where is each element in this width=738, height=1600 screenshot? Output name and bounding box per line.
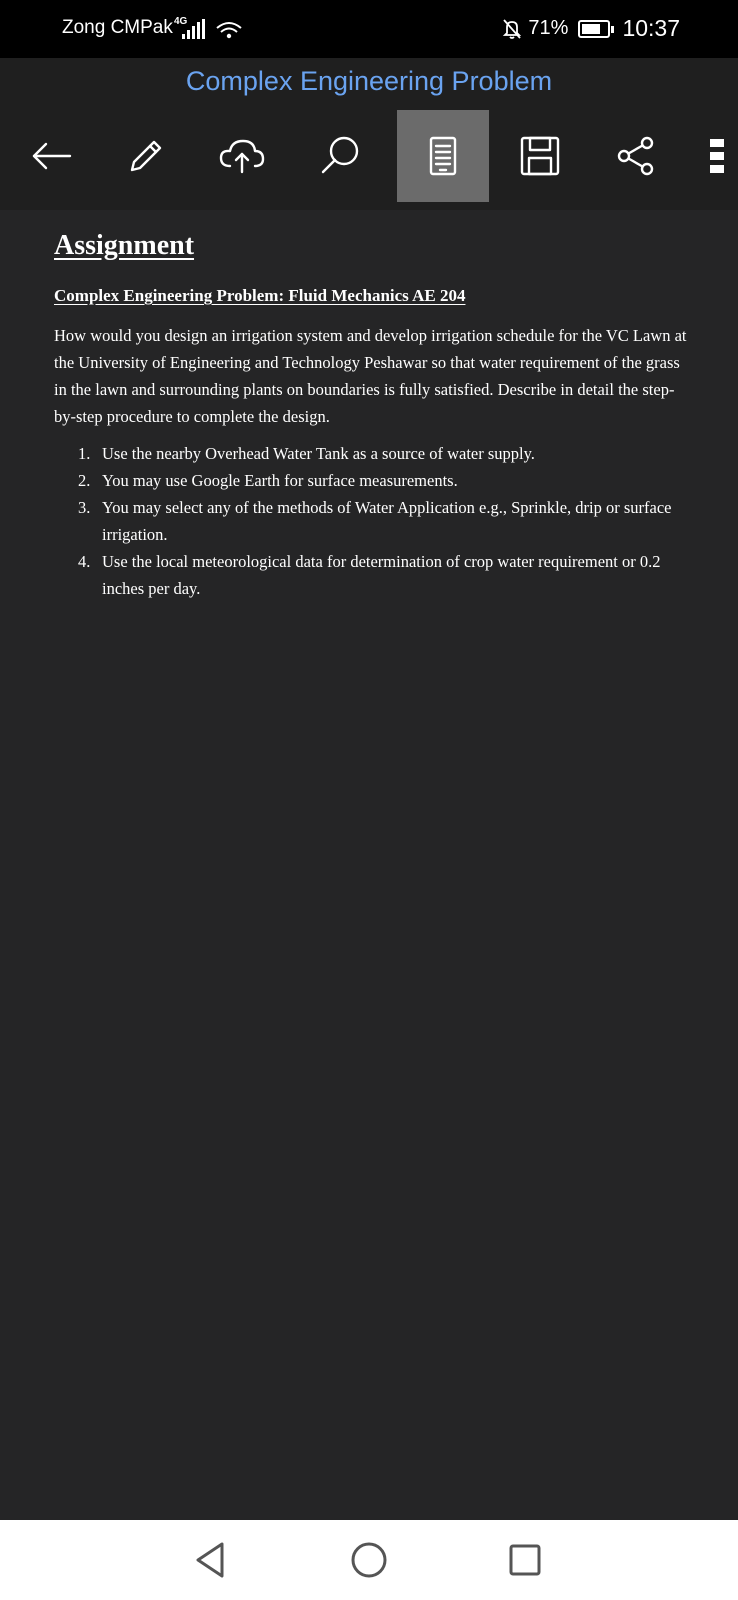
- cloud-upload-icon: [216, 134, 268, 178]
- nav-recents-button[interactable]: [501, 1538, 549, 1582]
- upload-button[interactable]: [196, 110, 288, 202]
- network-type: 4G: [174, 16, 188, 27]
- list-number: 1.: [78, 444, 91, 463]
- mute-bell-icon: [502, 18, 522, 40]
- reading-view-button[interactable]: [397, 110, 489, 202]
- wifi-icon: [214, 18, 244, 40]
- share-icon: [614, 134, 658, 178]
- clock: 10:37: [622, 15, 680, 41]
- app-header: [0, 58, 738, 210]
- search-button[interactable]: [294, 110, 386, 202]
- back-triangle-icon: [192, 1540, 228, 1580]
- list-number: 4.: [78, 552, 91, 571]
- toolbar: [0, 110, 738, 202]
- status-right: [502, 15, 680, 42]
- back-button[interactable]: [6, 110, 98, 202]
- doc-subheading: Complex Engineering Problem: Fluid Mechanics AE 204: [54, 286, 466, 305]
- share-button[interactable]: [590, 110, 682, 202]
- doc-list: [78, 440, 694, 602]
- recents-square-icon: [507, 1542, 543, 1578]
- status-bar: [0, 0, 738, 58]
- list-number: 3.: [78, 498, 91, 517]
- list-item: [78, 494, 694, 548]
- list-text: Use the nearby Overhead Water Tank as a source of water supply.: [102, 444, 535, 463]
- list-number: 2.: [78, 471, 91, 490]
- more-options-icon: [704, 134, 724, 178]
- search-icon: [316, 132, 364, 180]
- battery-icon: [578, 20, 610, 38]
- list-item: [78, 440, 694, 467]
- save-button[interactable]: [494, 110, 586, 202]
- document-body: [54, 230, 694, 602]
- list-text: You may use Google Earth for surface measurements.: [102, 471, 458, 490]
- list-text: Use the local meteorological data for determination of crop water requirement or 0.2 inches per day.: [102, 552, 661, 598]
- document-title: Complex Engineering Problem: [185, 66, 553, 96]
- home-circle-icon: [349, 1540, 389, 1580]
- carrier-name: Zong CMPak: [62, 17, 173, 38]
- nav-home-button[interactable]: [345, 1538, 393, 1582]
- more-options-button[interactable]: [690, 110, 738, 202]
- list-text: You may select any of the methods of Water Application e.g., Sprinkle, drip or surface irrigation.: [102, 498, 672, 544]
- save-icon: [518, 134, 562, 178]
- doc-heading: Assignment: [54, 230, 195, 261]
- list-item: [78, 548, 694, 602]
- navigation-bar: [0, 1520, 738, 1600]
- list-item: [78, 467, 694, 494]
- reading-view-icon: [428, 135, 458, 177]
- doc-paragraph: How would you design an irrigation system and develop irrigation schedule for the VC Lawn at the University of Engineering and Technology Peshawar so that water requirement of the grass in the lawn and surrounding plants on boundaries is fully satisfied. Describe in detail the step-by-step procedure to complete the design.: [54, 326, 687, 426]
- back-arrow-icon: [28, 136, 76, 176]
- nav-back-button[interactable]: [186, 1538, 234, 1582]
- signal-icon: [182, 19, 205, 39]
- pencil-icon: [124, 134, 168, 178]
- edit-button[interactable]: [100, 110, 192, 202]
- battery-percent: 71%: [528, 17, 569, 39]
